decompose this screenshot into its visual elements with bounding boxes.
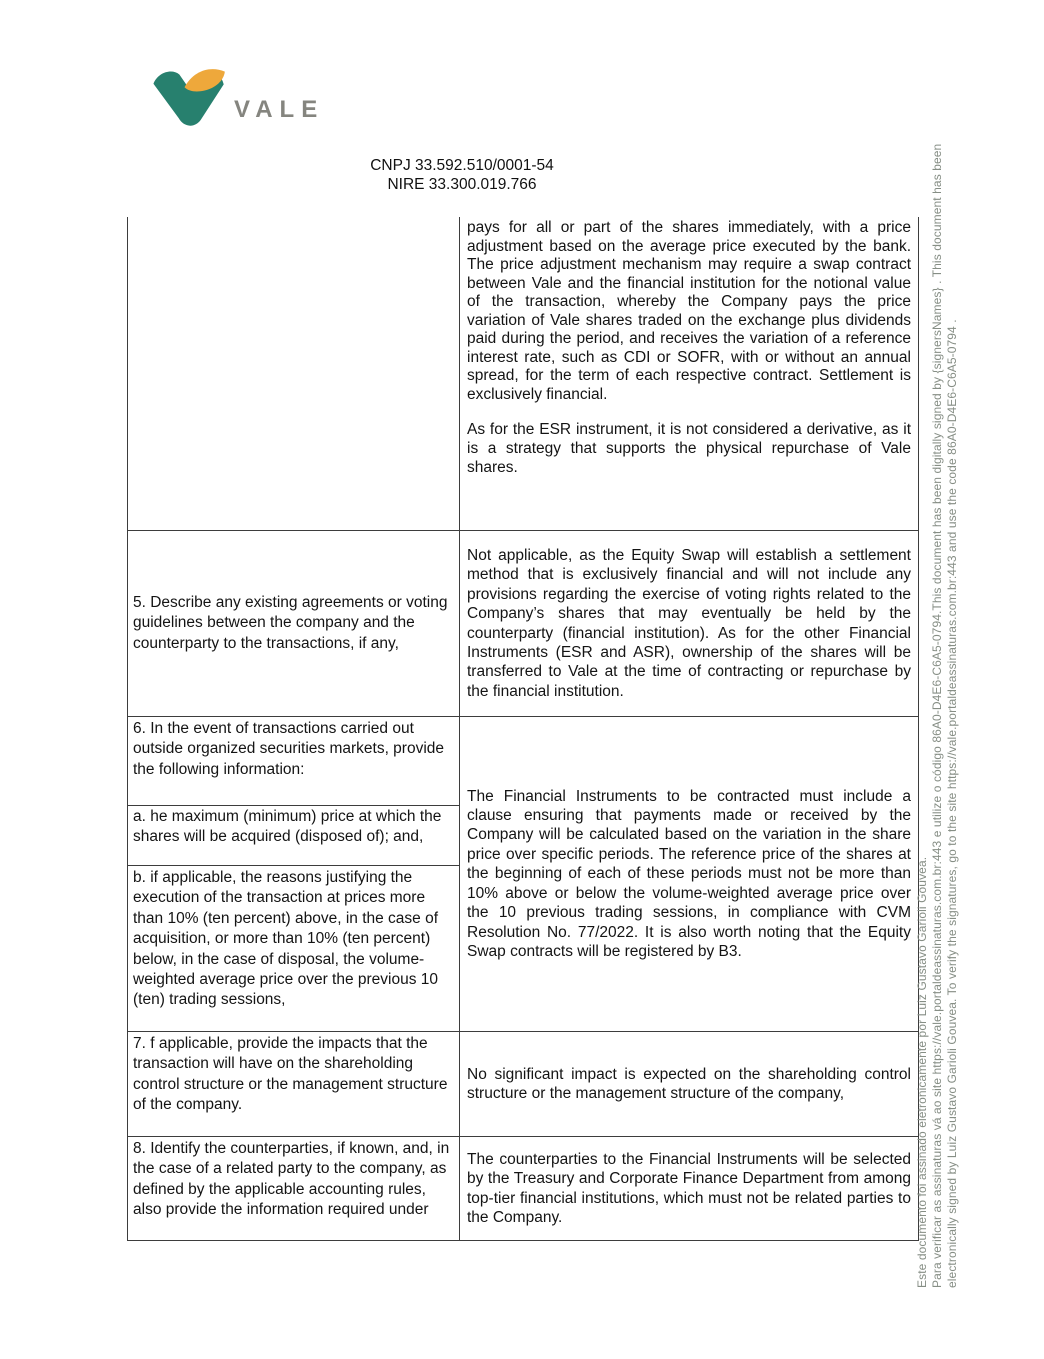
table-row-6 <box>128 717 919 806</box>
question-cell-7: 7. f applicable, provide the impacts that the transaction will have on the shareholding control structure or the management structure of the company. <box>128 1032 460 1137</box>
answer-cell-6: The Financial Instruments to be contracted must include a clause ensuring that payments made or received by the Company will be calculated based on the variation in the share price over specific periods. The reference price of the shares at the beginning of each of these periods must not be more than 10% above or below the volume-weighted average price over the 10 previous trading sessions, in compliance with CVM Resolution No. 77/2022. It is also worth noting that the Equity Swap contracts will be registered by B3. <box>460 717 919 1032</box>
question-cell-6: 6. In the event of transactions carried out outside organized securities markets, provide the following information: <box>128 717 460 806</box>
question-cell-6a: a. he maximum (minimum) price at which the shares will be acquired (disposed of); and, <box>128 806 460 866</box>
paragraph-gap <box>467 404 911 421</box>
answer-cell-continuation <box>460 217 919 531</box>
signature-sidebar-line-3: electronically signed by Luiz Gustavo Garioli Gouvea. To verify the signatures, go to the site https://vale.portaldeassinaturas.com.br:443 and use the code 86A0-D4E6-C6A5-0794 . <box>945 319 959 1288</box>
answer-cell-7: No significant impact is expected on the shareholding control structure or the management structure of the company, <box>460 1032 919 1137</box>
nire-line: NIRE 33.300.019.766 <box>387 176 537 193</box>
answer-cell-8: The counterparties to the Financial Instruments will be selected by the Treasury and Corporate Finance Department from among top-tier financial institutions, which must not be related parties to the Company. <box>460 1137 919 1241</box>
vale-wordmark: VALE <box>234 96 325 123</box>
disclosure-table <box>127 217 919 1241</box>
answer-continuation-paragraph-2: As for the ESR instrument, it is not considered a derivative, as it is a strategy that supports the physical repurchase of Vale shares. <box>467 421 911 476</box>
answer-cell-5: Not applicable, as the Equity Swap will establish a settlement method that is exclusively financial and will not include any provisions regarding the exercise of voting rights related to the Company’s shares that may eventually be held by the counterparty (financial institution). As for the other Financial Instruments (ESR and ASR), ownership of the shares will be transferred to Vale at the time of contracting or repurchase by the financial institution. <box>460 531 919 717</box>
signature-sidebar-line-1: Este documento foi assinado eletronicamente por Luiz Gustavo Garioli Gouvea. <box>915 856 929 1288</box>
signature-sidebar-line-2: Para verificar as assinaturas vá ao site https://vale.portaldeassinaturas.com.br:443 e utilize o código 86A0-D4E6-C6A5-0794.This document has been digitally signed by {signersNames} . This document has been <box>930 143 944 1288</box>
table-row-5 <box>128 531 919 717</box>
vale-logo <box>150 66 324 128</box>
question-cell-5: 5. Describe any existing agreements or voting guidelines between the company and the counterparty to the transactions, if any, <box>128 531 460 717</box>
question-cell-6b: b. if applicable, the reasons justifying the execution of the transaction at prices more than 10% (ten percent) above, in the case of acquisition, or more than 10% (ten percent) below, in the case of disposal, the volume-weighted average price over the previous 10 (ten) trading sessions, <box>128 866 460 1032</box>
answer-continuation-paragraph-1: pays for all or part of the shares immediately, with a price adjustment based on the average price executed by the bank. The price adjustment mechanism may require a swap contract between Vale and the financial institution for the notional value of the transaction, whereby the Company pays the price variation of Vale shares traded on the exchange plus dividends paid during the period, and receives the variation of a reference interest rate, such as CDI or SOFR, with or without an annual spread, for the term of each respective contract. Settlement is exclusively financial. <box>467 219 911 403</box>
table-row-8 <box>128 1137 919 1241</box>
question-cell-continuation-empty <box>128 217 460 531</box>
company-registration-header <box>0 156 924 194</box>
table-row-7 <box>128 1032 919 1137</box>
cnpj-line: CNPJ 33.592.510/0001-54 <box>370 157 554 174</box>
vale-logo-mark <box>150 66 226 128</box>
question-cell-8: 8. Identify the counterparties, if known, and, in the case of a related party to the company, as defined by the applicable accounting rules, also provide the information required under <box>128 1137 460 1241</box>
table-row-continuation <box>128 217 919 531</box>
